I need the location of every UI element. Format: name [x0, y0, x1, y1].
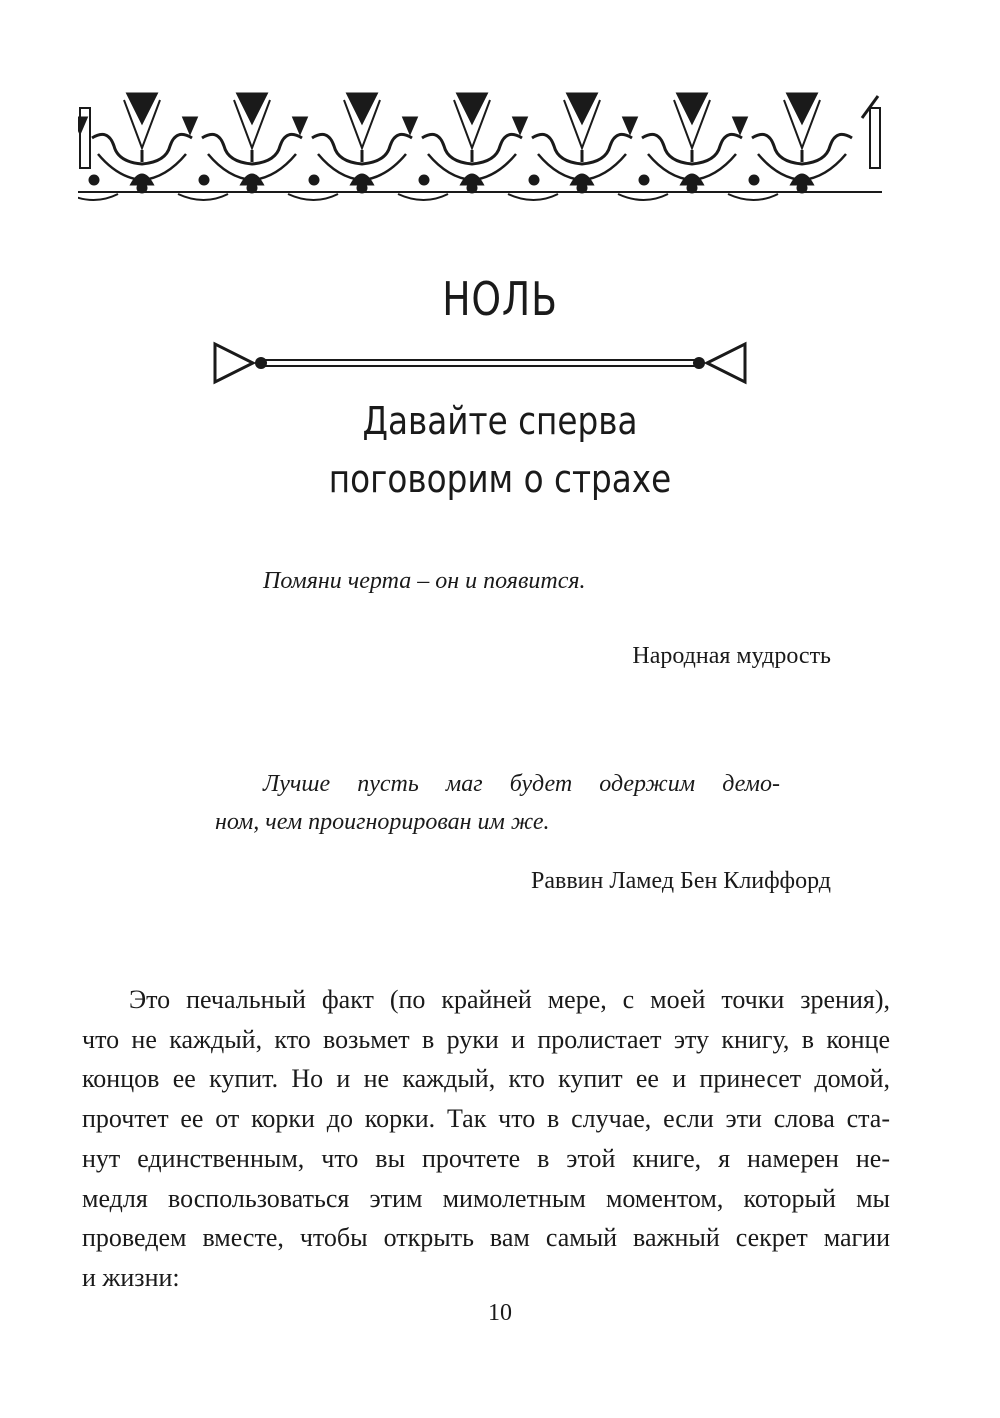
chapter-title-line: поговорим о страхе	[328, 457, 672, 501]
chapter-title-line: Давайте сперва	[362, 399, 638, 443]
page-number: 10	[488, 1300, 512, 1326]
body-line: медля воспользоваться этим мимолетным моментом, который мы	[82, 1183, 890, 1213]
body-line: что не каждый, кто возьмет в руки и пролистает эту книгу, в конце	[82, 1024, 890, 1054]
epigraph-quote-line: Лучше пусть маг будет одержим демо-	[263, 771, 780, 797]
body-line: прочтет ее от корки до корки. Так что в случае, если эти слова ста-	[82, 1104, 890, 1134]
body-paragraph	[82, 980, 890, 1298]
body-line: и жизни:	[82, 1262, 180, 1292]
epigraph-quote	[215, 765, 780, 841]
chapter-title	[70, 392, 930, 508]
body-line: концов ее купит. Но и не каждый, кто купит ее и принесет домой,	[82, 1064, 890, 1094]
body-line: проведем вместе, чтобы открыть вам самый важный секрет магии	[82, 1223, 890, 1253]
epigraph-quote-line: ном, чем проигнорирован им же.	[215, 809, 550, 835]
epigraph-source: Раввин Ламед Бен Клиффорд	[531, 868, 831, 894]
chapter-number: НОЛЬ	[442, 272, 558, 326]
epigraph-quote: Помяни черта – он и появится.	[263, 568, 586, 594]
body-line: Это печальный факт (по крайней мере, с моей точки зрения),	[129, 985, 890, 1014]
epigraph-source: Народная мудрость	[632, 643, 831, 669]
chapter-title-divider	[213, 340, 747, 386]
decorative-header-ornament	[78, 88, 882, 208]
body-line: нут единственным, что вы прочтете в этой книге, я намерен не-	[82, 1143, 890, 1173]
